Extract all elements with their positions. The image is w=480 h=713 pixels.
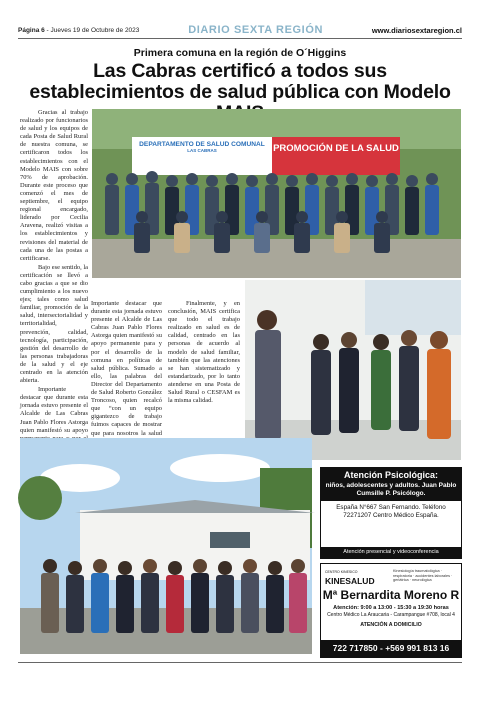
- newspaper-url[interactable]: www.diariosextaregion.cl: [371, 25, 462, 35]
- ad-kine-phones[interactable]: 722 717850 - +569 991 813 16: [321, 640, 461, 657]
- ad-psico-title: Atención Psicológica:: [321, 468, 461, 482]
- ad-kine-hours: Atención: 9:00 a 13:00 - 15:30 a 19:30 horas: [333, 605, 449, 611]
- ad-psico-footer: Atención presencial y videoconferencia: [321, 547, 461, 558]
- article-paragraph: Importante destacar que durante esta jornada estuvo presente el Alcalde de Las Cabras Juan Pablo Flores Astorga quien manifestó su apoyo: [20, 386, 88, 434]
- photo-health-team-banners: [92, 109, 461, 278]
- article-paragraph: Importante destacar que durante esta jornada estuvo presente el Alcalde de Las Cabras Juan Pablo Flores Astorga quien manifestó su apoyo permanente para y por el desarrollo de la comuna en políticas de salud pública. Sumado a ello, las palabras del Director del Departamento de Salud Roberto González Troncoso, quien recalcó que “con un equipo gigantezco de trabajo fuimos capaces de mostrar que para nosotros la salud: [91, 300, 162, 437]
- article-column-3: [168, 300, 240, 430]
- photo-health-team-illustration: [92, 109, 461, 278]
- header-rule: [18, 38, 462, 39]
- ad-kine-name: Mª Bernardita Moreno R: [322, 588, 460, 602]
- banner-health-promotion: PROMOCIÓN DE LA SALUD: [273, 143, 399, 154]
- article-column-2: [91, 300, 162, 437]
- footer-rule: [18, 662, 462, 663]
- page-header: [18, 24, 462, 36]
- ad-kine-specialties: Kinesiología traumatológica · respiratoria · accidentes laborales · geriátrica · neurológica: [393, 569, 453, 583]
- ad-kine-home-visits: ATENCIÓN A DOMICILIO: [360, 622, 422, 628]
- kinesalud-logo: CENTRO KINESICO KINESALUD: [325, 570, 375, 586]
- article-kicker: Primera comuna en la región de O´Higgins: [133, 47, 347, 59]
- article-column-1: [20, 109, 88, 434]
- ad-psychological-care[interactable]: [320, 467, 462, 559]
- photo-indoor-meeting: [245, 280, 461, 460]
- ad-kine-location: Centro Médico La Araucaria - Carampangue #708, local 4: [327, 612, 455, 618]
- article-paragraph: Gracias al trabajo realizado por funcionarios de salud y los equipos de cada Posta de Salud Rural de nuestra comuna, se certificaron todos los establecimientos con el Modelo MAIS con sobre 70% de aprobación. Durante este proceso que comenzó el mes de septiembre, el equipo regional encargado, liderado por Cecilia Aravena, realizó visitas a los establecimientos y revisiones del material de cada una de las postas a certificarse.: [20, 109, 88, 262]
- ad-psico-address: España N°667 San Fernando. Teléfono 72271207 Centro Médico España.: [336, 504, 446, 519]
- article-paragraph: Finalmente, y en conclusión, MAIS certifica que todo el trabajo realizado en salud es de calidad, centrado en las personas de acuerdo al modelo de salud familiar, también que las atenciones se han sistematizado y estandarizado, por lo tanto atenderse en una Posta de Salud Rural o CESFAM es la misma calidad.: [168, 300, 240, 405]
- article-paragraph: Bajo ese sentido, la certificación se llevó a cabo gracias a que se dio cumplimiento a los nuevo ejes; tales como salud familiar, promoción de la salud, intersectorialidad y territorialidad, prevención, calidad, tecnología, participación, gestión del desarrollo de las personas trabajadoras de la salud y el eje centrado en la atención abierta.: [20, 263, 88, 385]
- photo-rural-health-post-illustration: [20, 438, 312, 654]
- page-date-label: Página 6 - Jueves 19 de Octubre de 2023: [18, 26, 140, 34]
- newspaper-brand: DIARIO SEXTA REGIÓN: [188, 24, 324, 36]
- photo-rural-health-post: [20, 438, 312, 654]
- article-headline: Las Cabras certificó a todos sus establecimientos de salud pública con Modelo: [29, 60, 451, 103]
- ad-psico-subtitle: niños, adolescentes y adultos. Juan Pablo Cumsille P. Psicólogo.: [321, 482, 461, 501]
- photo-indoor-meeting-illustration: [245, 280, 461, 460]
- ad-kinesiology[interactable]: [320, 563, 462, 658]
- banner-health-department: DEPARTAMENTO DE SALUD COMUNAL LAS CABRAS: [139, 141, 265, 153]
